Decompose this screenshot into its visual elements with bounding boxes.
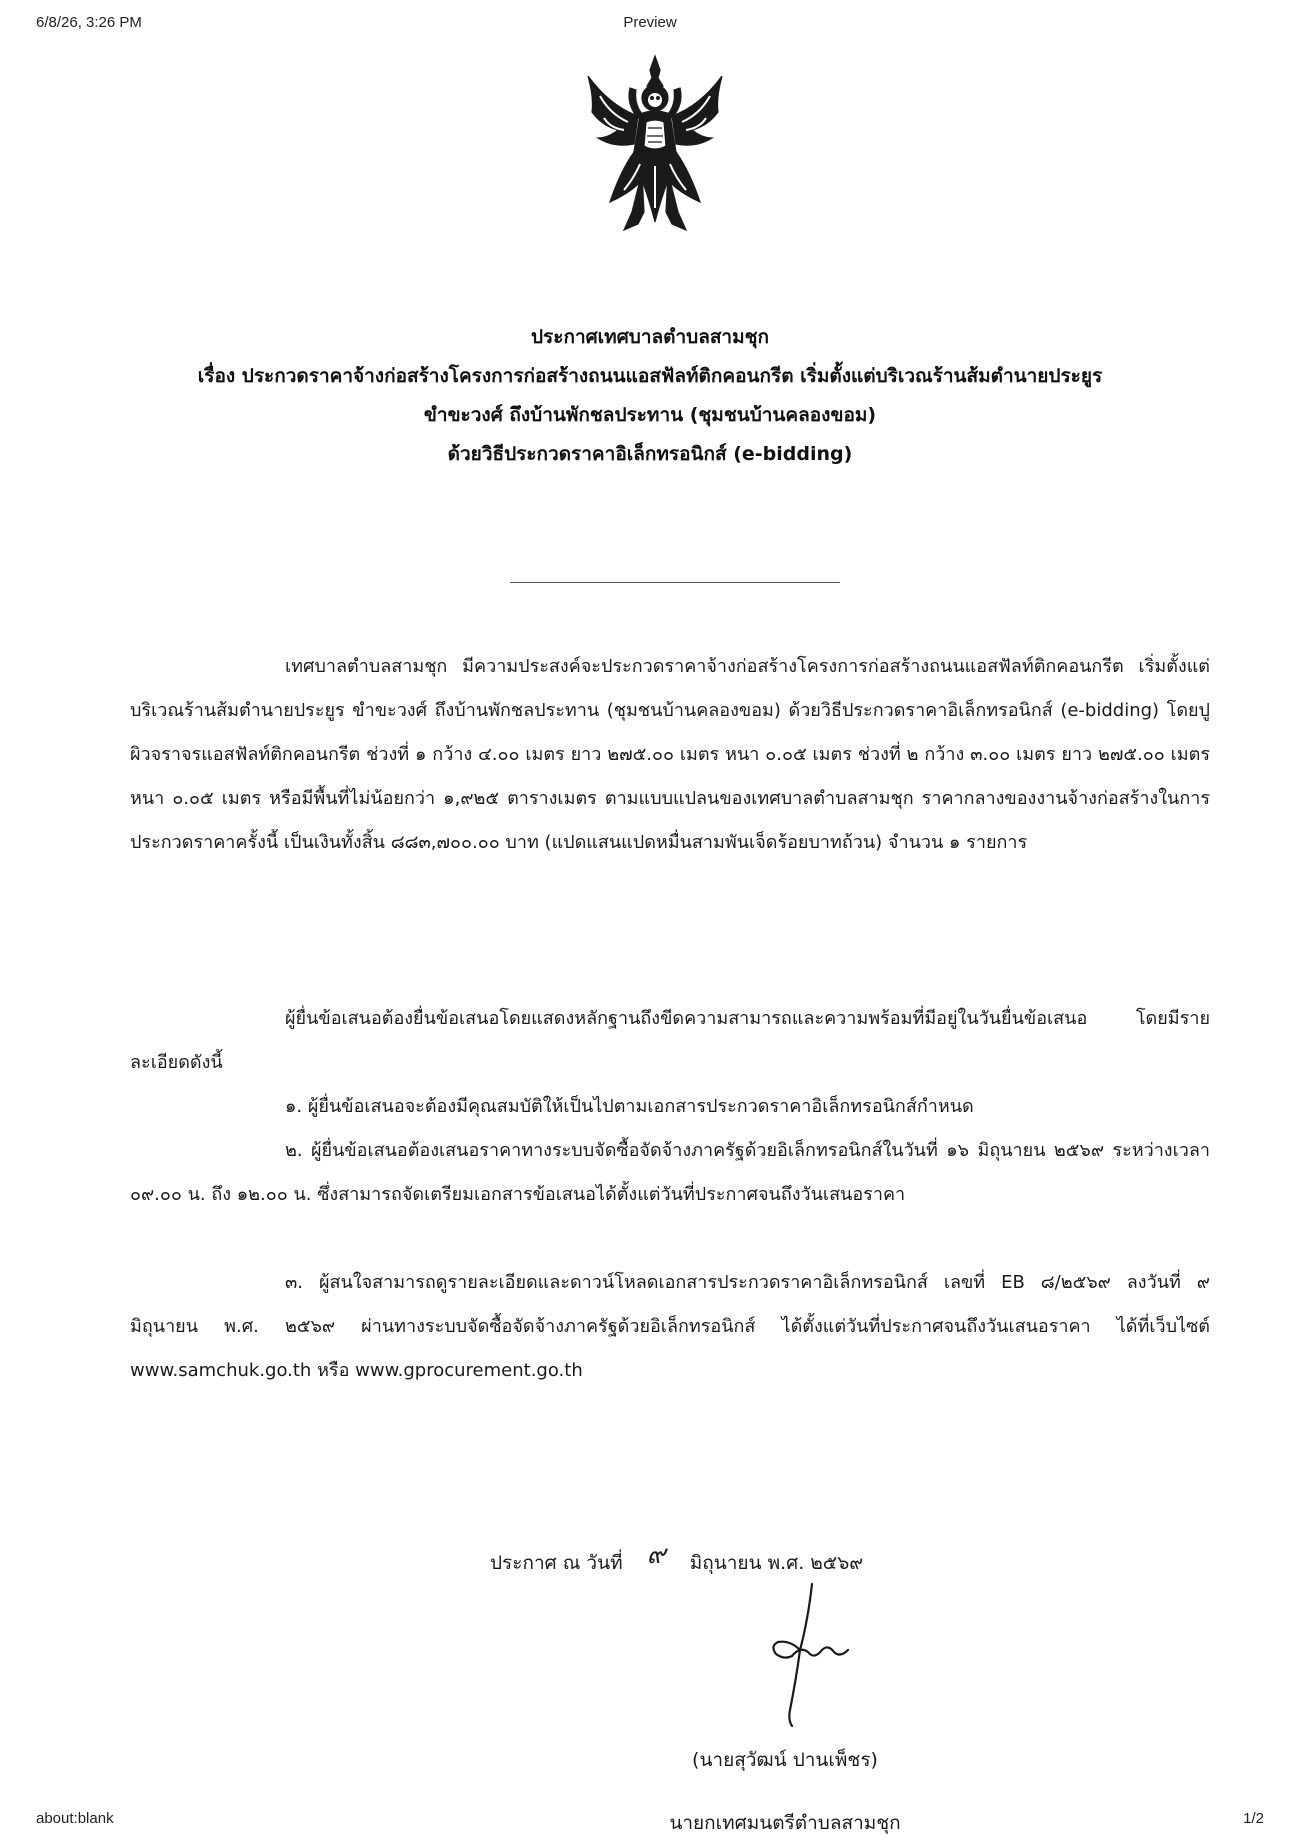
condition-item-3-container — [130, 1261, 1210, 1393]
condition-item-2-container — [130, 1129, 1210, 1217]
title-issuer: ประกาศเทศบาลตำบลสามชุก — [530, 326, 770, 348]
body-paragraph-2-container — [130, 997, 1210, 1085]
signer-position: นายกเทศมนตรีตำบลสามชุก — [669, 1812, 901, 1834]
print-footer — [0, 1810, 1300, 1830]
print-header — [0, 14, 1300, 34]
page-indicator: 1/2 — [1243, 1810, 1264, 1827]
condition-item-2: ๒. ผู้ยื่นข้อเสนอต้องเสนอราคาทางระบบจัดซื้อจัดจ้างภาครัฐด้วยอิเล็กทรอนิกส์ในวันที่ ๑๖ มิถุนายน ๒๕๖๙ ระหว่างเวลา ๐๙.๐๐ น. ถึง ๑๒.๐๐ น. ซึ่งสามารถจัดเตรียมเอกสารข้อเสนอได้ตั้งแต่วันที่ประกาศจนถึงวันเสนอราคา — [130, 1140, 1210, 1205]
condition-item-1: ๑. ผู้ยื่นข้อเสนอจะต้องมีคุณสมบัติให้เป็นไปตามเอกสารประกวดราคาอิเล็กทรอนิกส์กำหนด — [285, 1096, 974, 1117]
print-app-name: Preview — [623, 14, 677, 31]
announce-month-year: มิถุนายน พ.ศ. ๒๕๖๙ — [689, 1552, 864, 1574]
announcement-title — [60, 318, 1240, 474]
title-subject-line1: เรื่อง ประกวดราคาจ้างก่อสร้างโครงการก่อสร้างถนนแอสฟัลท์ติกคอนกรีต เริ่มตั้งแต่บริเวณร้านส้มตำนายประยูร — [197, 365, 1103, 387]
handwritten-signature — [730, 1580, 880, 1730]
title-method: ด้วยวิธีประกวดราคาอิเล็กทรอนิกส์ (e-bidding) — [447, 443, 853, 465]
signer-name: (นายสุวัฒน์ ปานเพ็ชร) — [692, 1749, 878, 1771]
body-paragraph-1: เทศบาลตำบลสามชุก มีความประสงค์จะประกวดราคาจ้างก่อสร้างโครงการก่อสร้างถนนแอสฟัลท์ติกคอนกรีต เริ่มตั้งแต่บริเวณร้านส้มตำนายประยูร ขำขะวงศ์ ถึงบ้านพักชลประทาน (ชุมชนบ้านคลองขอม) ด้วยวิธีประกวดราคาอิเล็กทรอนิกส์ (e-bidding) โดยปูผิวจราจรแอสฟัลท์ติกคอนกรีต ช่วงที่ ๑ กว้าง ๔.๐๐ เมตร ยาว ๒๗๕.๐๐ เมตร หนา ๐.๐๕ เมตร ช่วงที่ ๒ กว้าง ๓.๐๐ เมตร ยาว ๒๗๕.๐๐ เมตร หนา ๐.๐๕ เมตร หรือมีพื้นที่ไม่น้อยกว่า ๑,๙๒๕ ตารางเมตร ตามแบบแปลนของเทศบาลตำบลสามชุก ราคากลางของงานจ้างก่อสร้างในการประกวดราคาครั้งนี้ เป็นเงินทั้งสิ้น ๘๘๓,๗๐๐.๐๐ บาท (แปดแสนแปดหมื่นสามพันเจ็ดร้อยบาทถ้วน) จำนวน ๑ รายการ — [130, 656, 1210, 853]
title-subject-line2: ขำขะวงศ์ ถึงบ้านพักชลประทาน (ชุมชนบ้านคลองขอม) — [423, 404, 877, 426]
condition-item-1-container — [130, 1085, 1210, 1129]
print-datetime: 6/8/26, 3:26 PM — [36, 14, 142, 31]
condition-item-3: ๓. ผู้สนใจสามารถดูรายละเอียดและดาวน์โหลดเอกสารประกวดราคาอิเล็กทรอนิกส์ เลขที่ EB ๘/๒๕๖๙ ลงวันที่ ๙ มิถุนายน พ.ศ. ๒๕๖๙ ผ่านทางระบบจัดซื้อจัดจ้างภาครัฐด้วยอิเล็กทรอนิกส์ ได้ตั้งแต่วันที่ประกาศจนถึงวันเสนอราคา ได้ที่เว็บไซต์ www.samchuk.go.th หรือ www.gprocurement.go.th — [130, 1272, 1210, 1381]
body-paragraph-1-container — [130, 645, 1210, 865]
body-paragraph-2: ผู้ยื่นข้อเสนอต้องยื่นข้อเสนอโดยแสดงหลักฐานถึงขีดความสามารถและความพร้อมที่มีอยู่ในวันยื่นข้อเสนอ โดยมีรายละเอียดดังนี้ — [130, 1008, 1210, 1073]
title-divider — [510, 582, 840, 583]
announce-day-handwritten: ๙ — [646, 1540, 666, 1570]
print-url: about:blank — [36, 1810, 114, 1827]
garuda-emblem-icon — [580, 52, 730, 236]
announce-prefix: ประกาศ ณ วันที่ — [490, 1552, 623, 1574]
announcement-date — [490, 1540, 863, 1581]
